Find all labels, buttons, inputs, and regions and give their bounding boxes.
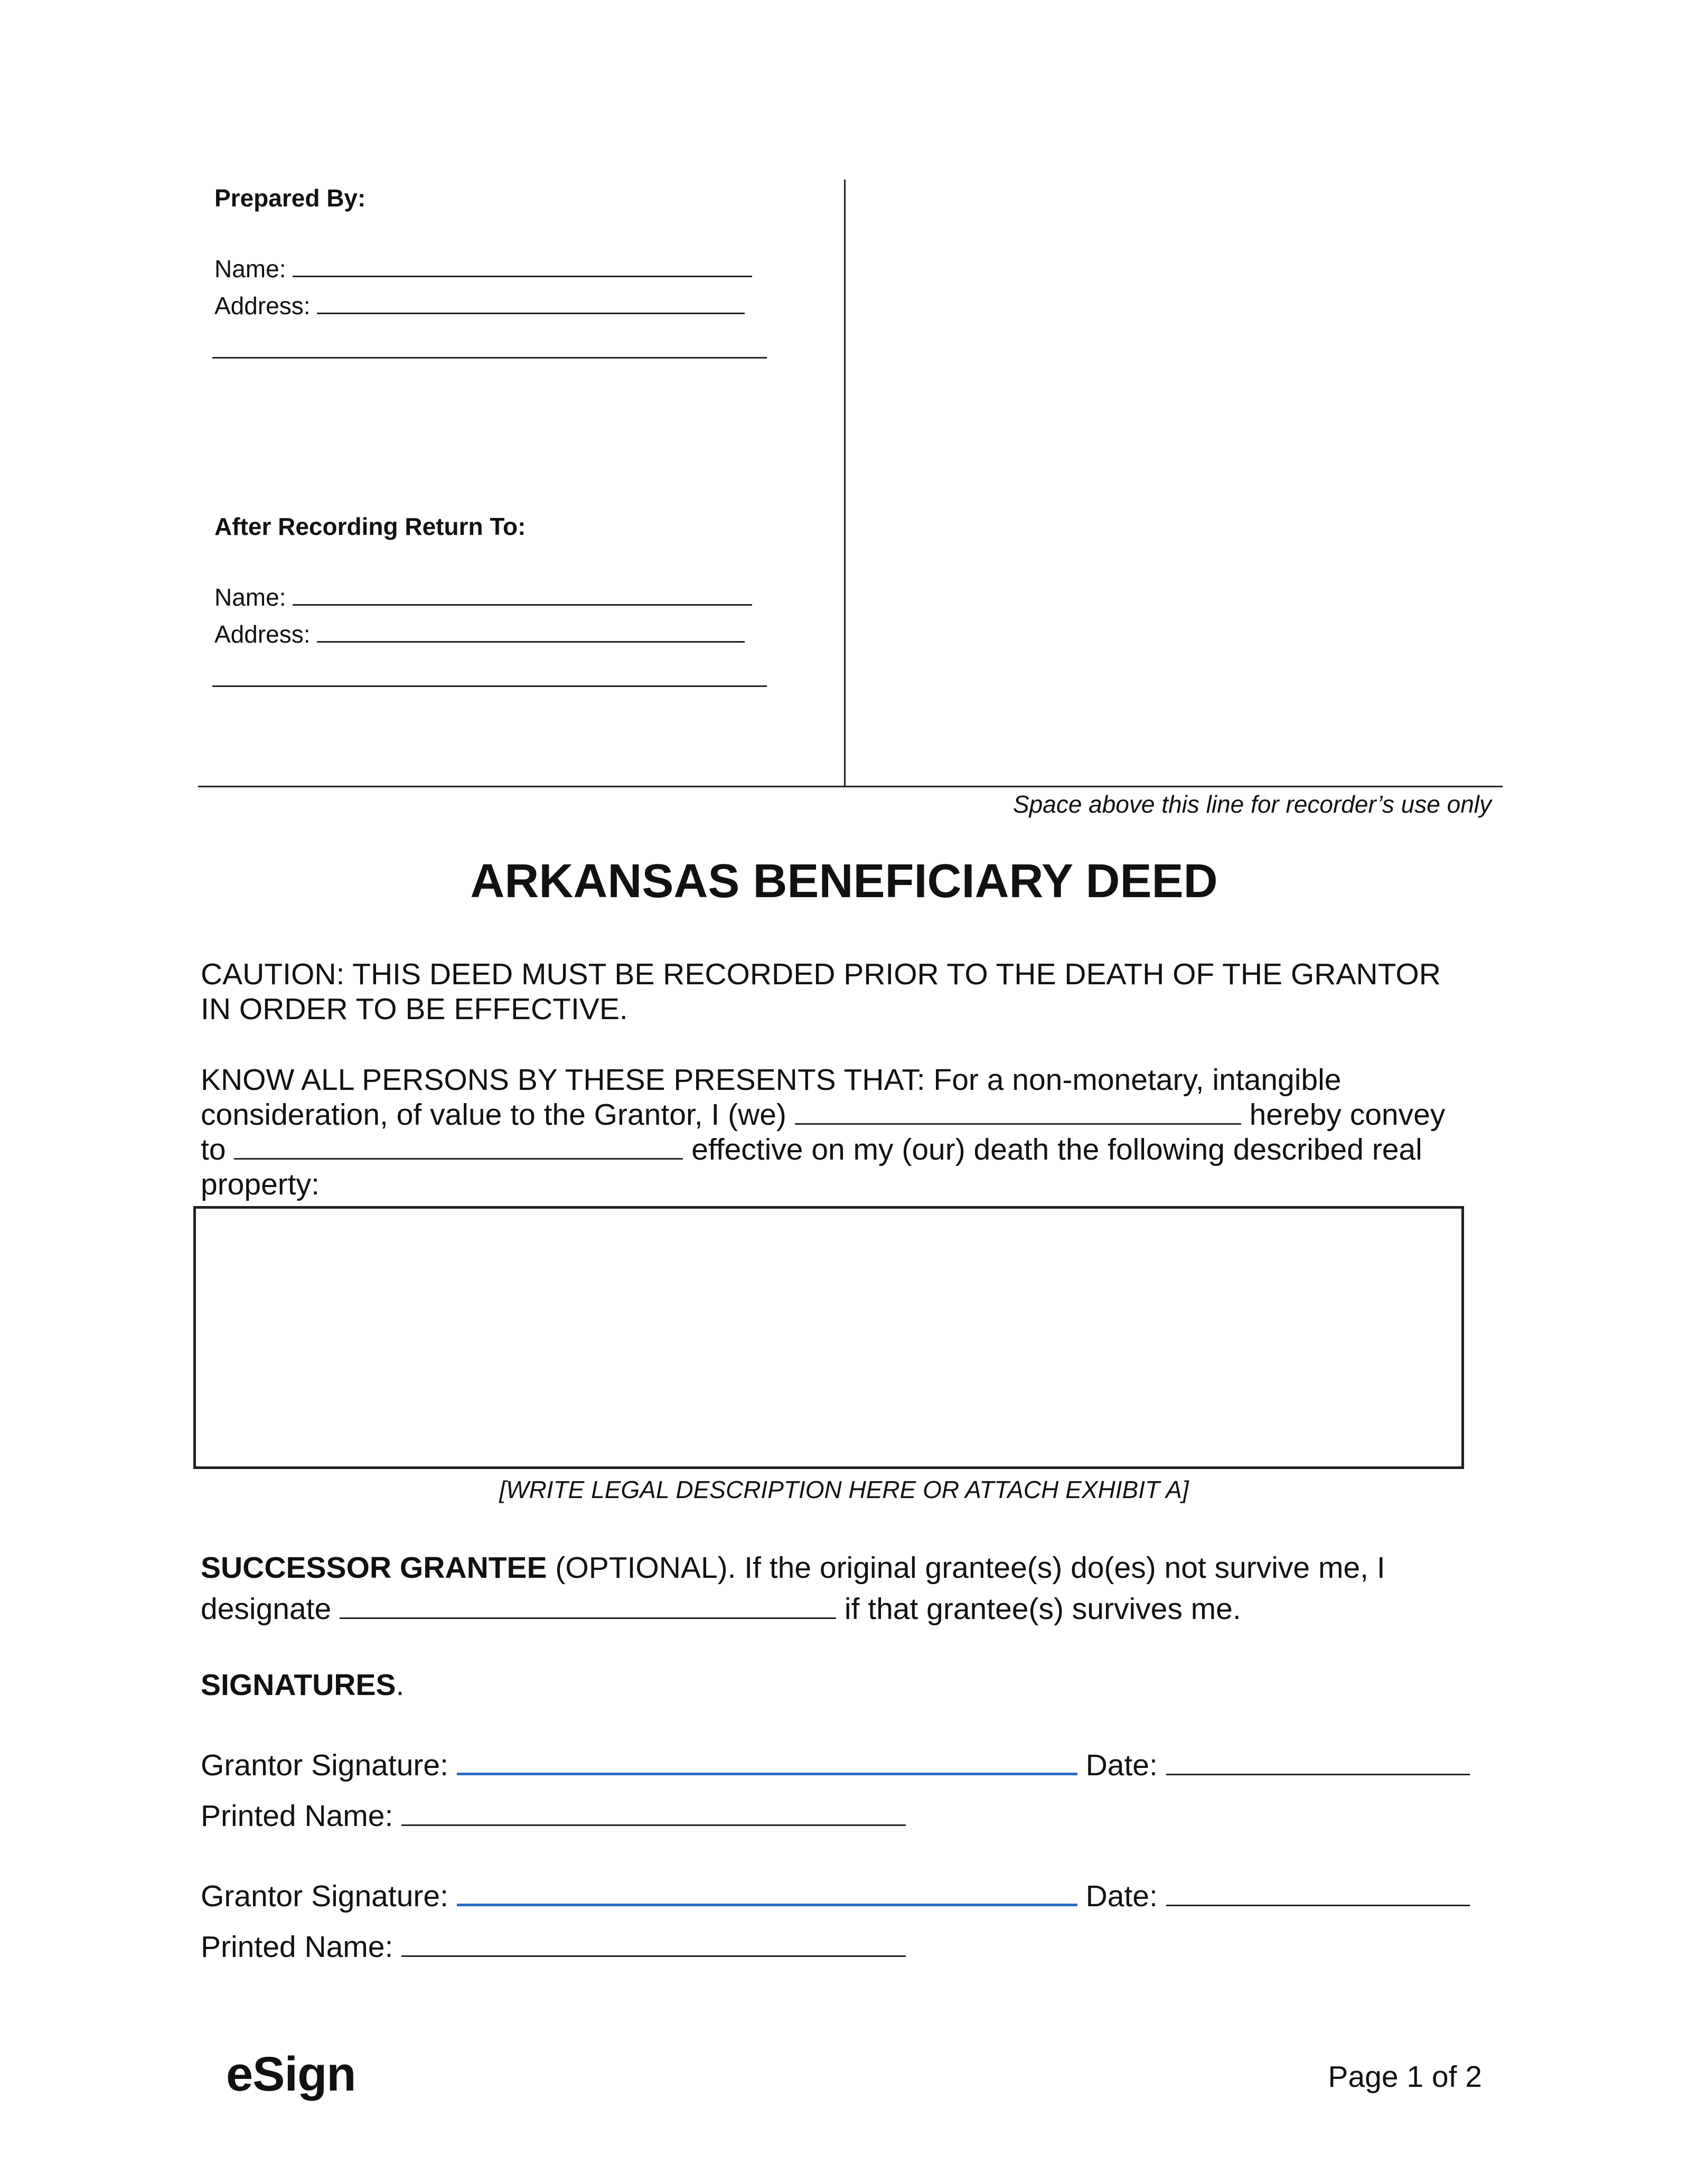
grantor-signature-label-2: Grantor Signature: bbox=[201, 1879, 448, 1913]
grantor-date-label-2: Date: bbox=[1085, 1879, 1158, 1913]
grantor-name-field[interactable] bbox=[795, 1119, 1241, 1125]
printed-name-label-1: Printed Name: bbox=[201, 1799, 393, 1833]
prepared-by-name-label: Name: bbox=[214, 255, 286, 283]
successor-paragraph bbox=[201, 1547, 1385, 1630]
successor-line-2 bbox=[201, 1588, 1385, 1630]
conveyance-paragraph bbox=[201, 1062, 1445, 1202]
legal-description-caption: [WRITE LEGAL DESCRIPTION HERE OR ATTACH EXHIBIT A] bbox=[499, 1476, 1189, 1503]
prepared-by-address-line2[interactable] bbox=[212, 357, 767, 359]
recorder-note: Space above this line for recorder’s use only bbox=[1012, 790, 1492, 818]
conveyance-line-4: property: bbox=[201, 1168, 320, 1201]
signatures-heading: SIGNATURES bbox=[201, 1668, 396, 1702]
signatures-heading-period: . bbox=[396, 1668, 405, 1702]
successor-heading: SUCCESSOR GRANTEE bbox=[201, 1551, 547, 1585]
conveyance-line-1: KNOW ALL PERSONS BY THESE PRESENTS THAT: For a non-monetary, intangible bbox=[201, 1063, 1342, 1097]
prepared-by-address-row bbox=[214, 291, 745, 320]
caution-paragraph bbox=[201, 957, 1441, 1027]
prepared-by-name-field[interactable] bbox=[293, 271, 752, 277]
caution-line-1: CAUTION: THIS DEED MUST BE RECORDED PRIOR TO THE DEATH OF THE GRANTOR bbox=[201, 957, 1441, 991]
conveyance-line-2-text-b: hereby convey bbox=[1249, 1098, 1446, 1132]
printed-name-field-2[interactable] bbox=[401, 1951, 906, 1957]
successor-grantee-field[interactable] bbox=[340, 1613, 836, 1619]
grantor-signature-label-1: Grantor Signature: bbox=[201, 1748, 448, 1782]
conveyance-line-2-text-a: consideration, of value to the Grantor, I (we) bbox=[201, 1098, 786, 1132]
prepared-by-name-row bbox=[214, 255, 752, 283]
header-divider-vertical bbox=[844, 180, 846, 786]
caution-line-2: IN ORDER TO BE EFFECTIVE. bbox=[201, 992, 628, 1026]
prepared-by-title: Prepared By: bbox=[214, 184, 366, 212]
return-to-address-label: Address: bbox=[214, 620, 311, 648]
return-to-name-label: Name: bbox=[214, 583, 286, 611]
grantee-name-field[interactable] bbox=[234, 1154, 683, 1160]
successor-line-2-text-a: designate bbox=[201, 1592, 332, 1626]
grantor-signature-field-2[interactable] bbox=[457, 1899, 1077, 1906]
return-to-name-field[interactable] bbox=[293, 600, 752, 606]
esign-logo: eSign bbox=[226, 2047, 356, 2101]
page-number: Page 1 of 2 bbox=[1328, 2060, 1482, 2094]
grantor-date-field-2[interactable] bbox=[1166, 1900, 1470, 1906]
grantor-signature-row-1 bbox=[201, 1748, 1470, 1783]
recorder-line bbox=[198, 786, 1503, 787]
grantor-signature-row-2 bbox=[201, 1879, 1470, 1914]
conveyance-line-2 bbox=[201, 1097, 1445, 1132]
prepared-by-address-field[interactable] bbox=[317, 308, 745, 314]
legal-description-box[interactable] bbox=[193, 1206, 1464, 1469]
printed-name-row-2 bbox=[201, 1929, 906, 1964]
grantor-date-label-1: Date: bbox=[1085, 1748, 1158, 1782]
successor-line-2-text-b: if that grantee(s) survives me. bbox=[844, 1592, 1241, 1626]
conveyance-line-3-text-b: effective on my (our) death the following described real bbox=[691, 1133, 1422, 1166]
document-title: ARKANSAS BENEFICIARY DEED bbox=[470, 855, 1218, 908]
grantor-date-field-1[interactable] bbox=[1166, 1769, 1470, 1775]
grantor-signature-field-1[interactable] bbox=[457, 1768, 1077, 1775]
successor-line-1 bbox=[201, 1547, 1385, 1588]
return-to-title: After Recording Return To: bbox=[214, 513, 526, 540]
return-to-address-row bbox=[214, 620, 745, 648]
return-to-address-field[interactable] bbox=[317, 637, 745, 643]
successor-line-1-text: (OPTIONAL). If the original grantee(s) do(es) not survive me, I bbox=[547, 1551, 1385, 1585]
return-to-name-row bbox=[214, 583, 752, 611]
prepared-by-address-label: Address: bbox=[214, 292, 311, 319]
signatures-heading-row bbox=[201, 1668, 404, 1702]
printed-name-label-2: Printed Name: bbox=[201, 1930, 393, 1964]
conveyance-line-3 bbox=[201, 1132, 1445, 1167]
printed-name-row-1 bbox=[201, 1799, 906, 1833]
conveyance-line-3-text-a: to bbox=[201, 1133, 226, 1166]
return-to-address-line2[interactable] bbox=[212, 685, 767, 687]
printed-name-field-1[interactable] bbox=[401, 1820, 906, 1826]
